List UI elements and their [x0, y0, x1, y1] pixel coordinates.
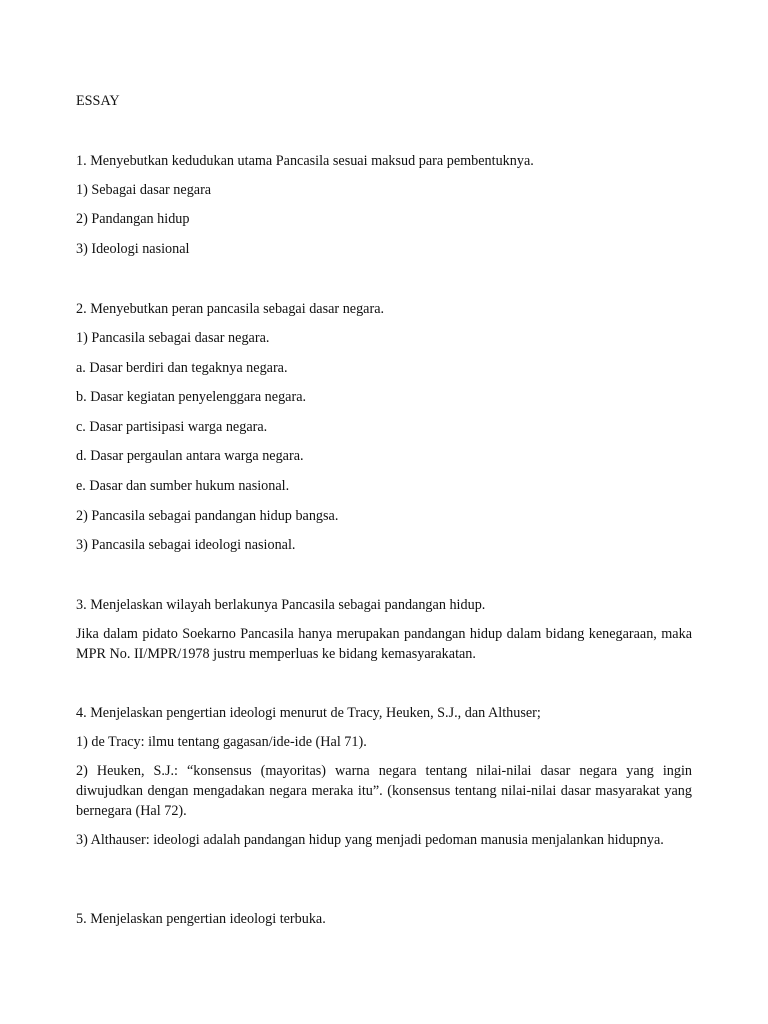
answer-item: 1) Pancasila sebagai dasar negara. — [76, 330, 270, 346]
answer-item: a. Dasar berdiri dan tegaknya negara. — [76, 360, 288, 376]
answer-item: b. Dasar kegiatan penyelenggara negara. — [76, 389, 307, 405]
answer-item: 3) Pancasila sebagai ideologi nasional. — [76, 537, 296, 553]
answer-paragraph: Jika dalam pidato Soekarno Pancasila hanya merupakan pandangan hidup dalam bidang kenegaraan, maka MPR No. II/MPR/1978 justru memperluas ke bidang kemasyarakatan. — [76, 626, 692, 662]
answer-item: 3) Ideologi nasional — [76, 241, 190, 257]
answer-item: 2) Heuken, S.J.: “konsensus (mayoritas) warna negara tentang nilai-nilai dasar negara yang ingin diwujudkan dengan mengadakan negara meraka itu”. (konsensus tentang nilai-nilai dasar masyarakat yang bernegara (Hal 72). — [76, 763, 692, 819]
answer-item: 1) de Tracy: ilmu tentang gagasan/ide-ide (Hal 71). — [76, 734, 367, 750]
answer-item: 1) Sebagai dasar negara — [76, 182, 212, 198]
document-title: ESSAY — [76, 93, 120, 109]
answer-item: c. Dasar partisipasi warga negara. — [76, 419, 268, 435]
answer-item: 2) Pandangan hidup — [76, 211, 190, 227]
question-4: 4. Menjelaskan pengertian ideologi menurut de Tracy, Heuken, S.J., dan Althuser; — [76, 705, 541, 721]
answer-item: 2) Pancasila sebagai pandangan hidup bangsa. — [76, 508, 339, 524]
question-2: 2. Menyebutkan peran pancasila sebagai dasar negara. — [76, 301, 385, 317]
question-5: 5. Menjelaskan pengertian ideologi terbuka. — [76, 911, 326, 927]
answer-item: e. Dasar dan sumber hukum nasional. — [76, 478, 290, 494]
question-3: 3. Menjelaskan wilayah berlakunya Pancasila sebagai pandangan hidup. — [76, 597, 486, 613]
question-1: 1. Menyebutkan kedudukan utama Pancasila sesuai maksud para pembentuknya. — [76, 153, 534, 169]
answer-item: d. Dasar pergaulan antara warga negara. — [76, 448, 304, 464]
answer-item: 3) Althauser: ideologi adalah pandangan hidup yang menjadi pedoman manusia menjalankan hidupnya. — [76, 832, 664, 848]
